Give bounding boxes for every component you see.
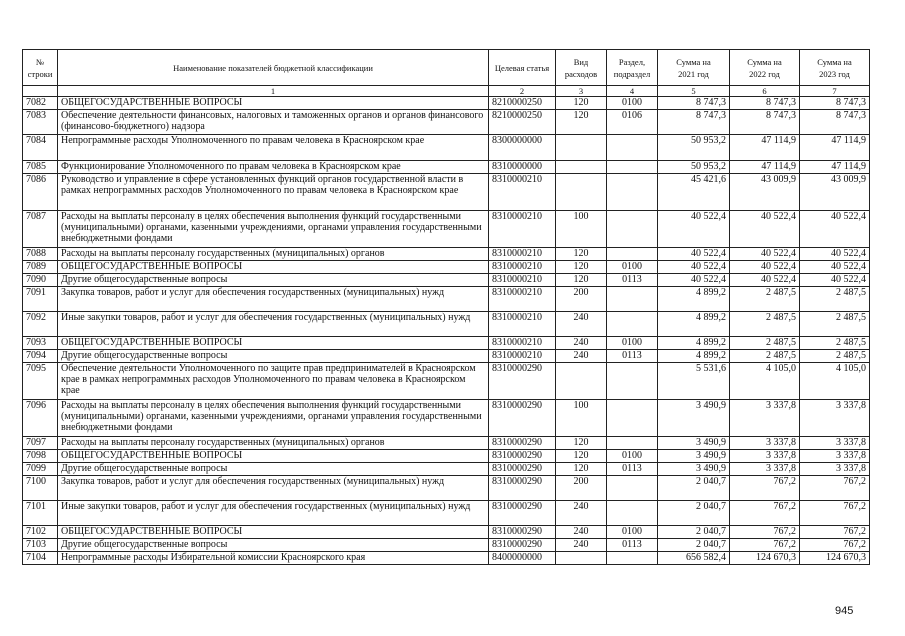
expense-type-cell: 240 — [556, 526, 607, 539]
sum-2022-cell: 2 487,5 — [730, 350, 800, 363]
row-number-cell: 7094 — [23, 350, 58, 363]
column-number: 6 — [730, 86, 800, 97]
column-number: 1 — [58, 86, 489, 97]
sum-2023-cell: 40 522,4 — [800, 211, 870, 248]
row-name-cell: Другие общегосударственные вопросы — [58, 539, 489, 552]
section-cell: 0113 — [607, 350, 658, 363]
sum-2022-cell: 4 105,0 — [730, 363, 800, 400]
sum-2022-cell: 8 747,3 — [730, 97, 800, 110]
sum-2021-cell: 656 582,4 — [658, 552, 730, 565]
row-number-cell: 7103 — [23, 539, 58, 552]
header-row-number: № строки — [23, 50, 58, 86]
target-article-cell: 8310000210 — [489, 274, 556, 287]
section-cell — [607, 135, 658, 161]
target-article-cell: 8310000290 — [489, 400, 556, 437]
column-number: 4 — [607, 86, 658, 97]
table-row — [23, 400, 870, 437]
section-cell: 0100 — [607, 97, 658, 110]
sum-2023-cell: 767,2 — [800, 526, 870, 539]
section-cell — [607, 437, 658, 450]
section-cell: 0100 — [607, 337, 658, 350]
target-article-cell: 8310000210 — [489, 337, 556, 350]
sum-2022-cell: 3 337,8 — [730, 450, 800, 463]
section-cell: 0100 — [607, 261, 658, 274]
row-name-cell: Расходы на выплаты персоналу в целях обеспечения выполнения функций государственными (муниципальными) органами, казенными учреждениями, органами управления государственными внебюджетными фондами — [58, 211, 489, 248]
table-row — [23, 110, 870, 135]
row-number-cell: 7092 — [23, 312, 58, 337]
section-cell: 0113 — [607, 463, 658, 476]
sum-2022-cell: 40 522,4 — [730, 248, 800, 261]
sum-2021-cell: 40 522,4 — [658, 248, 730, 261]
expense-type-cell: 120 — [556, 110, 607, 135]
column-number — [23, 86, 58, 97]
row-number-cell: 7104 — [23, 552, 58, 565]
table-row — [23, 501, 870, 526]
sum-2021-cell: 3 490,9 — [658, 437, 730, 450]
row-number-cell: 7088 — [23, 248, 58, 261]
row-name-cell: Непрограммные расходы Уполномоченного по правам человека в Красноярском крае — [58, 135, 489, 161]
expense-type-cell: 240 — [556, 350, 607, 363]
sum-2021-cell: 3 490,9 — [658, 463, 730, 476]
sum-2023-cell: 40 522,4 — [800, 274, 870, 287]
section-cell — [607, 161, 658, 174]
row-name-cell: Другие общегосударственные вопросы — [58, 274, 489, 287]
sum-2021-cell: 40 522,4 — [658, 274, 730, 287]
target-article-cell: 8400000000 — [489, 552, 556, 565]
row-number-cell: 7095 — [23, 363, 58, 400]
table-row — [23, 476, 870, 501]
section-cell: 0113 — [607, 539, 658, 552]
sum-2022-cell: 767,2 — [730, 539, 800, 552]
sum-2023-cell: 3 337,8 — [800, 400, 870, 437]
row-name-cell: Иные закупки товаров, работ и услуг для обеспечения государственных (муниципальных) нужд — [58, 312, 489, 337]
sum-2022-cell: 767,2 — [730, 501, 800, 526]
sum-2021-cell: 50 953,2 — [658, 161, 730, 174]
sum-2022-cell: 40 522,4 — [730, 274, 800, 287]
sum-2023-cell: 4 105,0 — [800, 363, 870, 400]
column-number: 7 — [800, 86, 870, 97]
header-expense-type: Вид расходов — [556, 50, 607, 86]
expense-type-cell: 240 — [556, 539, 607, 552]
expense-type-cell: 240 — [556, 312, 607, 337]
header-target-article: Целевая статья — [489, 50, 556, 86]
expense-type-cell: 120 — [556, 274, 607, 287]
sum-2021-cell: 2 040,7 — [658, 526, 730, 539]
header-sum-2023: Сумма на 2023 год — [800, 50, 870, 86]
sum-2023-cell: 40 522,4 — [800, 248, 870, 261]
section-cell — [607, 552, 658, 565]
row-number-cell: 7101 — [23, 501, 58, 526]
sum-2022-cell: 3 337,8 — [730, 437, 800, 450]
column-number: 2 — [489, 86, 556, 97]
sum-2021-cell: 3 490,9 — [658, 450, 730, 463]
row-number-cell: 7097 — [23, 437, 58, 450]
target-article-cell: 8210000250 — [489, 110, 556, 135]
row-number-cell: 7086 — [23, 174, 58, 211]
row-name-cell: ОБЩЕГОСУДАРСТВЕННЫЕ ВОПРОСЫ — [58, 450, 489, 463]
sum-2021-cell: 8 747,3 — [658, 110, 730, 135]
row-number-cell: 7091 — [23, 287, 58, 312]
table-row — [23, 526, 870, 539]
sum-2021-cell: 4 899,2 — [658, 350, 730, 363]
expense-type-cell — [556, 174, 607, 211]
row-name-cell: Руководство и управление в сфере установленных функций органов государственной власти в рамках непрограммных расходов Уполномоченного по правам человека в Красноярском крае — [58, 174, 489, 211]
row-number-cell: 7093 — [23, 337, 58, 350]
row-number-cell: 7098 — [23, 450, 58, 463]
table-row — [23, 287, 870, 312]
sum-2023-cell: 124 670,3 — [800, 552, 870, 565]
sum-2023-cell: 47 114,9 — [800, 161, 870, 174]
expense-type-cell: 240 — [556, 501, 607, 526]
sum-2023-cell: 2 487,5 — [800, 350, 870, 363]
sum-2022-cell: 40 522,4 — [730, 211, 800, 248]
table-row — [23, 350, 870, 363]
column-number-row — [23, 86, 870, 97]
row-name-cell: ОБЩЕГОСУДАРСТВЕННЫЕ ВОПРОСЫ — [58, 337, 489, 350]
sum-2021-cell: 2 040,7 — [658, 539, 730, 552]
section-cell — [607, 312, 658, 337]
sum-2022-cell: 2 487,5 — [730, 312, 800, 337]
sum-2023-cell: 43 009,9 — [800, 174, 870, 211]
section-cell — [607, 174, 658, 211]
sum-2023-cell: 47 114,9 — [800, 135, 870, 161]
target-article-cell: 8310000290 — [489, 526, 556, 539]
sum-2023-cell: 767,2 — [800, 476, 870, 501]
sum-2021-cell: 50 953,2 — [658, 135, 730, 161]
sum-2023-cell: 3 337,8 — [800, 463, 870, 476]
sum-2021-cell: 45 421,6 — [658, 174, 730, 211]
target-article-cell: 8210000250 — [489, 97, 556, 110]
section-cell: 0100 — [607, 450, 658, 463]
sum-2022-cell: 3 337,8 — [730, 400, 800, 437]
table-row — [23, 174, 870, 211]
sum-2022-cell: 8 747,3 — [730, 110, 800, 135]
section-cell — [607, 287, 658, 312]
sum-2022-cell: 124 670,3 — [730, 552, 800, 565]
target-article-cell: 8310000210 — [489, 312, 556, 337]
section-cell: 0100 — [607, 526, 658, 539]
header-row — [23, 50, 870, 86]
row-number-cell: 7082 — [23, 97, 58, 110]
sum-2021-cell: 2 040,7 — [658, 501, 730, 526]
expense-type-cell: 200 — [556, 287, 607, 312]
sum-2021-cell: 8 747,3 — [658, 97, 730, 110]
table-row — [23, 437, 870, 450]
expense-type-cell — [556, 161, 607, 174]
table-row — [23, 337, 870, 350]
target-article-cell: 8310000290 — [489, 476, 556, 501]
expense-type-cell: 100 — [556, 400, 607, 437]
table-row — [23, 552, 870, 565]
row-number-cell: 7089 — [23, 261, 58, 274]
header-sum-2021: Сумма на 2021 год — [658, 50, 730, 86]
expense-type-cell — [556, 135, 607, 161]
header-name: Наименование показателей бюджетной классификации — [58, 50, 489, 86]
sum-2022-cell: 40 522,4 — [730, 261, 800, 274]
target-article-cell: 8310000210 — [489, 261, 556, 274]
row-name-cell: Иные закупки товаров, работ и услуг для обеспечения государственных (муниципальных) нужд — [58, 501, 489, 526]
sum-2021-cell: 3 490,9 — [658, 400, 730, 437]
sum-2022-cell: 2 487,5 — [730, 337, 800, 350]
section-cell: 0113 — [607, 274, 658, 287]
row-name-cell: Непрограммные расходы Избирательной комиссии Красноярского края — [58, 552, 489, 565]
section-cell — [607, 363, 658, 400]
expense-type-cell: 120 — [556, 248, 607, 261]
column-number: 5 — [658, 86, 730, 97]
row-name-cell: ОБЩЕГОСУДАРСТВЕННЫЕ ВОПРОСЫ — [58, 97, 489, 110]
expense-type-cell: 120 — [556, 261, 607, 274]
row-name-cell: Расходы на выплаты персоналу государственных (муниципальных) органов — [58, 248, 489, 261]
sum-2021-cell: 4 899,2 — [658, 287, 730, 312]
row-name-cell: Функционирование Уполномоченного по правам человека в Красноярском крае — [58, 161, 489, 174]
header-section: Раздел, подраздел — [607, 50, 658, 86]
section-cell — [607, 211, 658, 248]
target-article-cell: 8310000000 — [489, 161, 556, 174]
table-row — [23, 450, 870, 463]
row-number-cell: 7090 — [23, 274, 58, 287]
row-number-cell: 7087 — [23, 211, 58, 248]
target-article-cell: 8310000210 — [489, 287, 556, 312]
row-name-cell: Другие общегосударственные вопросы — [58, 350, 489, 363]
row-number-cell: 7099 — [23, 463, 58, 476]
sum-2023-cell: 2 487,5 — [800, 287, 870, 312]
sum-2022-cell: 767,2 — [730, 526, 800, 539]
table-row — [23, 274, 870, 287]
row-number-cell: 7100 — [23, 476, 58, 501]
sum-2021-cell: 4 899,2 — [658, 312, 730, 337]
table-row — [23, 463, 870, 476]
sum-2023-cell: 767,2 — [800, 539, 870, 552]
sum-2023-cell: 8 747,3 — [800, 110, 870, 135]
row-number-cell: 7083 — [23, 110, 58, 135]
row-name-cell: ОБЩЕГОСУДАРСТВЕННЫЕ ВОПРОСЫ — [58, 526, 489, 539]
expense-type-cell — [556, 552, 607, 565]
expense-type-cell: 240 — [556, 337, 607, 350]
section-cell — [607, 501, 658, 526]
target-article-cell: 8310000290 — [489, 363, 556, 400]
section-cell — [607, 476, 658, 501]
expense-type-cell: 120 — [556, 97, 607, 110]
target-article-cell: 8310000290 — [489, 437, 556, 450]
expense-type-cell: 100 — [556, 211, 607, 248]
row-name-cell: Расходы на выплаты персоналу государственных (муниципальных) органов — [58, 437, 489, 450]
sum-2023-cell: 8 747,3 — [800, 97, 870, 110]
target-article-cell: 8300000000 — [489, 135, 556, 161]
sum-2022-cell: 767,2 — [730, 476, 800, 501]
row-name-cell: ОБЩЕГОСУДАРСТВЕННЫЕ ВОПРОСЫ — [58, 261, 489, 274]
sum-2021-cell: 40 522,4 — [658, 261, 730, 274]
sum-2023-cell: 2 487,5 — [800, 312, 870, 337]
target-article-cell: 8310000290 — [489, 450, 556, 463]
sum-2023-cell: 3 337,8 — [800, 450, 870, 463]
target-article-cell: 8310000290 — [489, 463, 556, 476]
table-row — [23, 135, 870, 161]
row-number-cell: 7085 — [23, 161, 58, 174]
section-cell — [607, 248, 658, 261]
row-name-cell: Обеспечение деятельности Уполномоченного по защите прав предпринимателей в Красноярском крае в рамках непрограммных расходов Уполномоченного по правам человека в Красноярском крае — [58, 363, 489, 400]
sum-2022-cell: 47 114,9 — [730, 161, 800, 174]
table-row — [23, 248, 870, 261]
expense-type-cell: 120 — [556, 463, 607, 476]
table-row — [23, 261, 870, 274]
sum-2021-cell: 5 531,6 — [658, 363, 730, 400]
table-row — [23, 97, 870, 110]
section-cell: 0106 — [607, 110, 658, 135]
row-name-cell: Закупка товаров, работ и услуг для обеспечения государственных (муниципальных) нужд — [58, 287, 489, 312]
row-number-cell: 7084 — [23, 135, 58, 161]
sum-2022-cell: 3 337,8 — [730, 463, 800, 476]
table-row — [23, 161, 870, 174]
table-body — [23, 97, 870, 565]
target-article-cell: 8310000210 — [489, 174, 556, 211]
target-article-cell: 8310000290 — [489, 539, 556, 552]
target-article-cell: 8310000210 — [489, 211, 556, 248]
table-row — [23, 312, 870, 337]
sum-2023-cell: 40 522,4 — [800, 261, 870, 274]
sum-2022-cell: 43 009,9 — [730, 174, 800, 211]
row-name-cell: Другие общегосударственные вопросы — [58, 463, 489, 476]
sum-2021-cell: 2 040,7 — [658, 476, 730, 501]
sum-2022-cell: 47 114,9 — [730, 135, 800, 161]
row-name-cell: Закупка товаров, работ и услуг для обеспечения государственных (муниципальных) нужд — [58, 476, 489, 501]
row-number-cell: 7096 — [23, 400, 58, 437]
budget-table — [22, 49, 870, 565]
table-row — [23, 539, 870, 552]
expense-type-cell: 120 — [556, 450, 607, 463]
sum-2023-cell: 2 487,5 — [800, 337, 870, 350]
sum-2023-cell: 3 337,8 — [800, 437, 870, 450]
row-number-cell: 7102 — [23, 526, 58, 539]
header-sum-2022: Сумма на 2022 год — [730, 50, 800, 86]
target-article-cell: 8310000290 — [489, 501, 556, 526]
expense-type-cell: 120 — [556, 437, 607, 450]
column-number: 3 — [556, 86, 607, 97]
table-row — [23, 211, 870, 248]
expense-type-cell: 200 — [556, 476, 607, 501]
sum-2021-cell: 4 899,2 — [658, 337, 730, 350]
page-number: 945 — [835, 605, 854, 617]
sum-2022-cell: 2 487,5 — [730, 287, 800, 312]
sum-2021-cell: 40 522,4 — [658, 211, 730, 248]
target-article-cell: 8310000210 — [489, 350, 556, 363]
sum-2023-cell: 767,2 — [800, 501, 870, 526]
table-row — [23, 363, 870, 400]
section-cell — [607, 400, 658, 437]
row-name-cell: Расходы на выплаты персоналу в целях обеспечения выполнения функций государственными (муниципальными) органами, казенными учреждениями, органами управления государственными внебюджетными фондами — [58, 400, 489, 437]
expense-type-cell — [556, 363, 607, 400]
target-article-cell: 8310000210 — [489, 248, 556, 261]
row-name-cell: Обеспечение деятельности финансовых, налоговых и таможенных органов и органов финансового (финансово-бюджетного) надзора — [58, 110, 489, 135]
